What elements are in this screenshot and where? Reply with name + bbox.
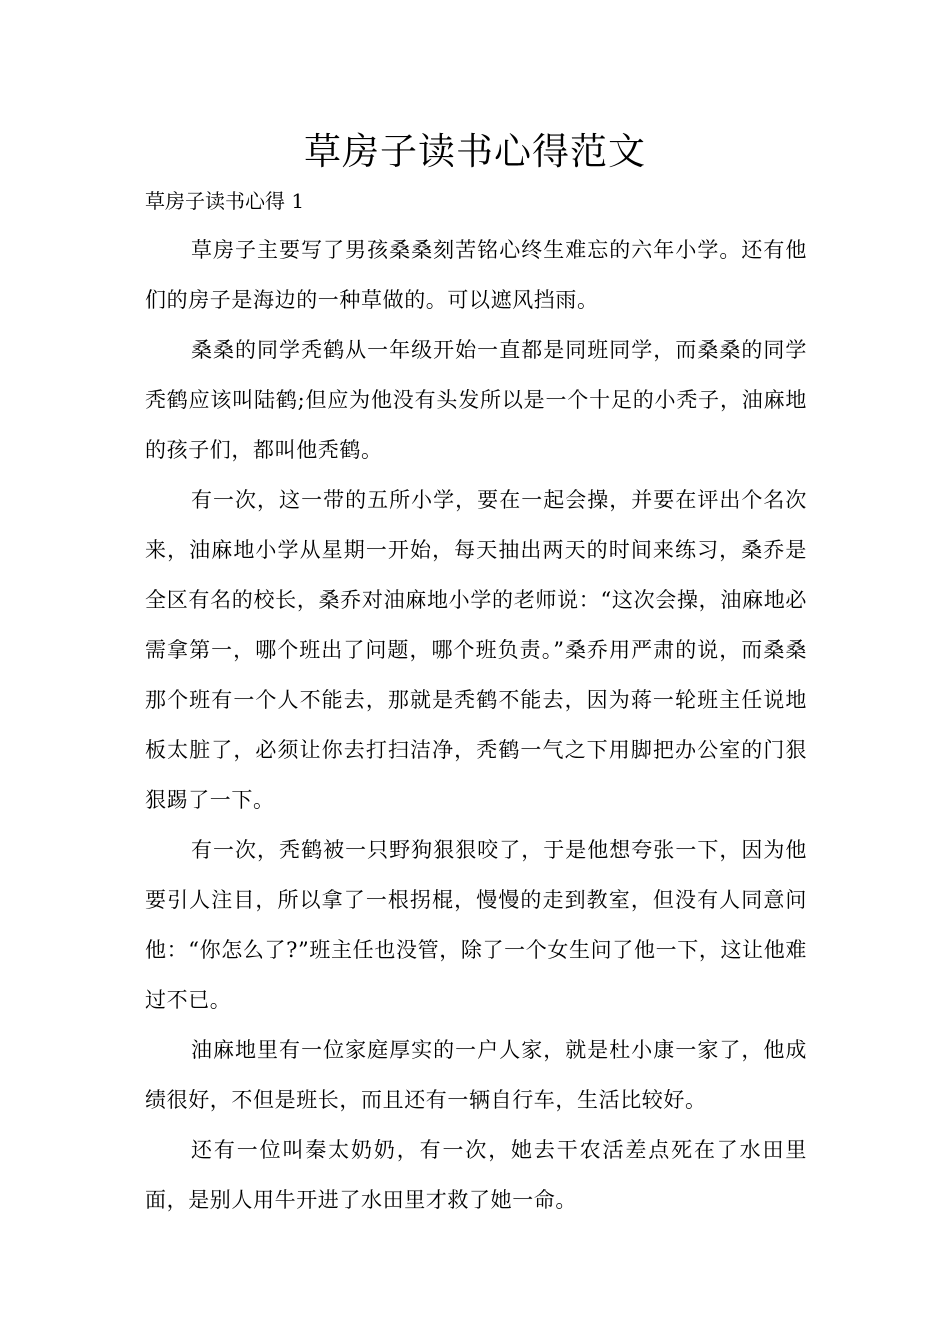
paragraph: 有一次，秃鹤被一只野狗狠狠咬了，于是他想夸张一下，因为他要引人注目，所以拿了一根拐棍，慢慢的走到教室，但没有人同意问他：“你怎么了?”班主任也没管，除了一个女生问了他一下，这让他难过不已。 <box>145 838 807 1012</box>
document-subtitle: 草房子读书心得 1 <box>145 189 305 213</box>
paragraph: 桑桑的同学秃鹤从一年级开始一直都是同班同学，而桑桑的同学秃鹤应该叫陆鹤;但应为他没有头发所以是一个十足的小秃子，油麻地的孩子们，都叫他秃鹤。 <box>145 338 807 462</box>
document-title: 草房子读书心得范文 <box>304 130 646 173</box>
paragraph: 油麻地里有一位家庭厚实的一户人家，就是杜小康一家了，他成绩很好，不但是班长，而且还有一辆自行车，生活比较好。 <box>145 1038 807 1112</box>
document-body <box>145 225 807 1225</box>
paragraph: 有一次，这一带的五所小学，要在一起会操，并要在评出个名次来，油麻地小学从星期一开始，每天抽出两天的时间来练习，桑乔是全区有名的校长，桑乔对油麻地小学的老师说：“这次会操，油麻地必需拿第一，哪个班出了问题，哪个班负责。”桑乔用严肃的说，而桑桑那个班有一个人不能去，那就是秃鹤不能去，因为蒋一轮班主任说地板太脏了，必须让你去打扫洁净，秃鹤一气之下用脚把办公室的门狠狠踢了一下。 <box>145 488 807 812</box>
paragraph: 草房子主要写了男孩桑桑刻苦铭心终生难忘的六年小学。还有他们的房子是海边的一种草做的。可以遮风挡雨。 <box>145 238 807 312</box>
paragraph: 还有一位叫秦太奶奶，有一次，她去干农活差点死在了水田里面，是别人用牛开进了水田里才救了她一命。 <box>145 1138 807 1212</box>
